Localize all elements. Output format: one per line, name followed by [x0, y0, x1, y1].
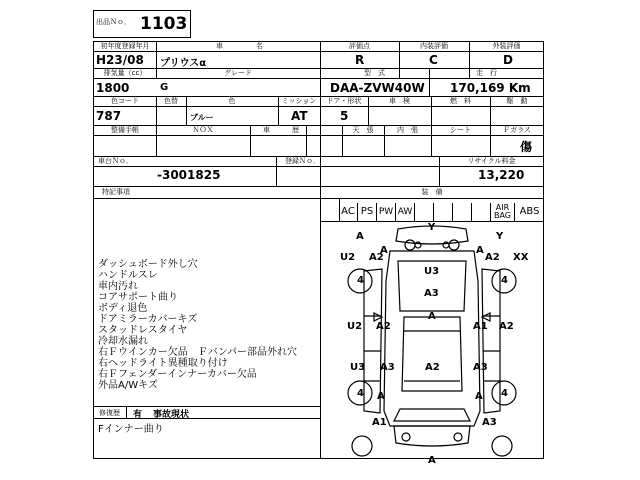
hdr-history-a: 車 — [263, 126, 270, 134]
hdr-maintenance: 整備手帳 — [111, 126, 139, 134]
front-right-light — [449, 240, 459, 250]
dmg-hood-u3: U3 — [424, 266, 440, 277]
hdr-displacement: 排気量（cc） — [103, 69, 147, 77]
rear-bumper-outline — [394, 426, 470, 446]
hdr-grade: グレード — [224, 69, 252, 77]
equip-ps: PS — [358, 203, 377, 221]
dmg-roof-front: A — [428, 311, 436, 322]
dmg-fender-right-mid: A2 — [485, 252, 500, 263]
dmg-rear-left-u3: U3 — [350, 362, 366, 373]
dmg-door-left-a2: A2 — [376, 321, 391, 332]
hdr-doors: ドア・形状 — [326, 97, 362, 105]
remark-item: スタッドレスタイヤ — [98, 325, 188, 336]
chassis-value: -3001825 — [157, 168, 221, 182]
dmg-fender-left-upper: U2 — [340, 252, 356, 263]
dmg-front-left-corner: A — [356, 231, 364, 242]
dmg-rear-right-a3: A3 — [473, 362, 488, 373]
displacement-value: 1800 — [96, 81, 130, 95]
remark-item: コアサポート曲り — [98, 292, 178, 303]
dmg-front-right-corner: Y — [496, 231, 504, 242]
lot-box — [93, 10, 191, 38]
hdr-exterior: 外装評価 — [492, 42, 521, 50]
dmg-door-right-a2: A2 — [499, 321, 514, 332]
dmg-tire-front-left: 4 — [357, 275, 364, 286]
hdr-score: 評価点 — [349, 42, 370, 50]
dmg-hood-a3: A3 — [424, 288, 439, 299]
dmg-rear-bumper: A — [428, 455, 436, 466]
model-value: DAA-ZVW40W — [330, 81, 425, 95]
dmg-fender-left-mid: A2 — [369, 252, 384, 263]
remark-item: 右ヘッドライト異種取り付け — [98, 358, 228, 369]
equip-airbag: AIR BAG — [491, 203, 515, 221]
mileage-value: 170,169 Km — [450, 81, 531, 95]
front-left-light-2 — [415, 242, 421, 248]
remark-item: ボディ退色 — [98, 303, 148, 314]
repair-value: 有 — [133, 410, 143, 420]
exterior-value: D — [503, 53, 513, 67]
hdr-color-type: 色替 — [164, 97, 178, 105]
dmg-door-right-a1: A1 — [473, 321, 488, 332]
accident-notes: Fインナー曲り — [98, 424, 164, 435]
hdr-name-a: 車 — [216, 42, 223, 50]
hdr-history-b: 歴 — [292, 126, 299, 134]
score-value: R — [355, 53, 365, 67]
remark-item: 外品A/Wキズ — [98, 380, 158, 391]
dmg-front-center: Y — [428, 222, 436, 233]
equip-blank-2 — [434, 203, 453, 221]
color-code-value: 787 — [96, 109, 122, 123]
front-left-light — [405, 240, 415, 250]
f-glass-value: 傷 — [520, 140, 533, 154]
hdr-fuel: 燃 料 — [450, 97, 471, 105]
hdr-first-reg: 初年度登録年月 — [100, 42, 150, 50]
dmg-tail-left: A1 — [372, 417, 387, 428]
remark-item: ハンドルスレ — [98, 270, 158, 281]
hdr-inspection: 車 検 — [389, 97, 410, 105]
hdr-interior-trim: 内 張 — [397, 126, 418, 134]
equip-abs: ABS — [519, 206, 540, 217]
front-right-light-2 — [443, 242, 449, 248]
spare-tire-left — [352, 436, 372, 456]
hdr-model: 型 式 — [364, 69, 385, 77]
rear-left-light — [402, 433, 410, 441]
hdr-roof: 天 張 — [352, 126, 374, 134]
remark-item: 冷却水漏れ — [98, 336, 148, 347]
dmg-quarter-right: A — [475, 391, 483, 402]
spare-tire-right — [492, 436, 512, 456]
dmg-tire-rear-right: 4 — [501, 388, 508, 399]
rear-right-light — [454, 433, 462, 441]
hdr-nox: ＮＯＸ — [192, 126, 214, 134]
dmg-tire-front-right: 4 — [501, 275, 508, 286]
equip-ac: AC — [339, 203, 358, 221]
equip-pw: PW — [377, 203, 396, 221]
dmg-hood-right: A — [476, 245, 484, 256]
hdr-equipment: 装 備 — [421, 188, 443, 196]
transmission-value: AT — [291, 109, 308, 123]
hdr-drive: 駆 動 — [506, 97, 528, 105]
dmg-roof-rear: A2 — [425, 362, 440, 373]
remark-item: 車内汚れ — [98, 281, 138, 292]
lot-number: 1103 — [140, 14, 188, 34]
hdr-interior: 内装評価 — [420, 42, 448, 50]
equip-blank-1 — [415, 203, 434, 221]
dmg-door-left-u2: U2 — [347, 321, 363, 332]
dmg-hood-left: A — [380, 245, 388, 256]
dmg-rear-left-a3: A3 — [380, 362, 395, 373]
hdr-notes: 特記事項 — [102, 188, 130, 196]
recycle-value: 13,220 — [478, 168, 525, 182]
doors-value: 5 — [340, 109, 349, 123]
hdr-recycle: リサイクル料金 — [467, 157, 516, 165]
hdr-reg-no: 登録Ｎｏ． — [285, 157, 320, 165]
vehicle-name-value: プリウスα — [160, 58, 207, 69]
color-value: ブルー — [190, 113, 214, 122]
interior-value: C — [429, 53, 438, 67]
hdr-chassis: 車台Ｎｏ． — [98, 157, 133, 165]
remark-item: 右Ｆフェンダーインナーカバー欠品 — [98, 369, 257, 380]
hdr-repair: 修復歴 — [99, 409, 120, 417]
remark-item: ドアミラーカバーキズ — [98, 314, 198, 325]
hdr-mileage: 走 行 — [476, 69, 497, 77]
grade-value: G — [160, 82, 169, 93]
hdr-color-code: 色コード — [111, 97, 139, 105]
lot-label: 出品Ｎｏ． — [96, 18, 131, 26]
hdr-transmission: ミッション — [281, 97, 317, 105]
hdr-f-glass: Ｆガラス — [503, 126, 531, 134]
first-reg-value: H23/08 — [96, 53, 144, 67]
dmg-tail-right: A3 — [482, 417, 497, 428]
roof-outline — [402, 317, 462, 391]
trunk-outline — [394, 409, 470, 421]
hdr-accident: 事故現状 — [153, 410, 190, 420]
dmg-fender-right-upper: XX — [513, 252, 529, 263]
equip-blank-3 — [453, 203, 472, 221]
hdr-name-b: 名 — [256, 42, 263, 50]
dmg-quarter-left: A — [377, 391, 385, 402]
equip-aw: AW — [396, 203, 415, 221]
dmg-tire-rear-left: 4 — [357, 388, 364, 399]
remark-item: ダッシュボード外し穴 — [98, 259, 198, 270]
hdr-seat: シート — [450, 126, 471, 134]
hdr-color: 色 — [228, 97, 236, 105]
remark-item: 右Ｆウインカー欠品 Ｆバンパー部品外れ穴 — [98, 347, 297, 358]
equip-blank-4 — [472, 203, 491, 221]
